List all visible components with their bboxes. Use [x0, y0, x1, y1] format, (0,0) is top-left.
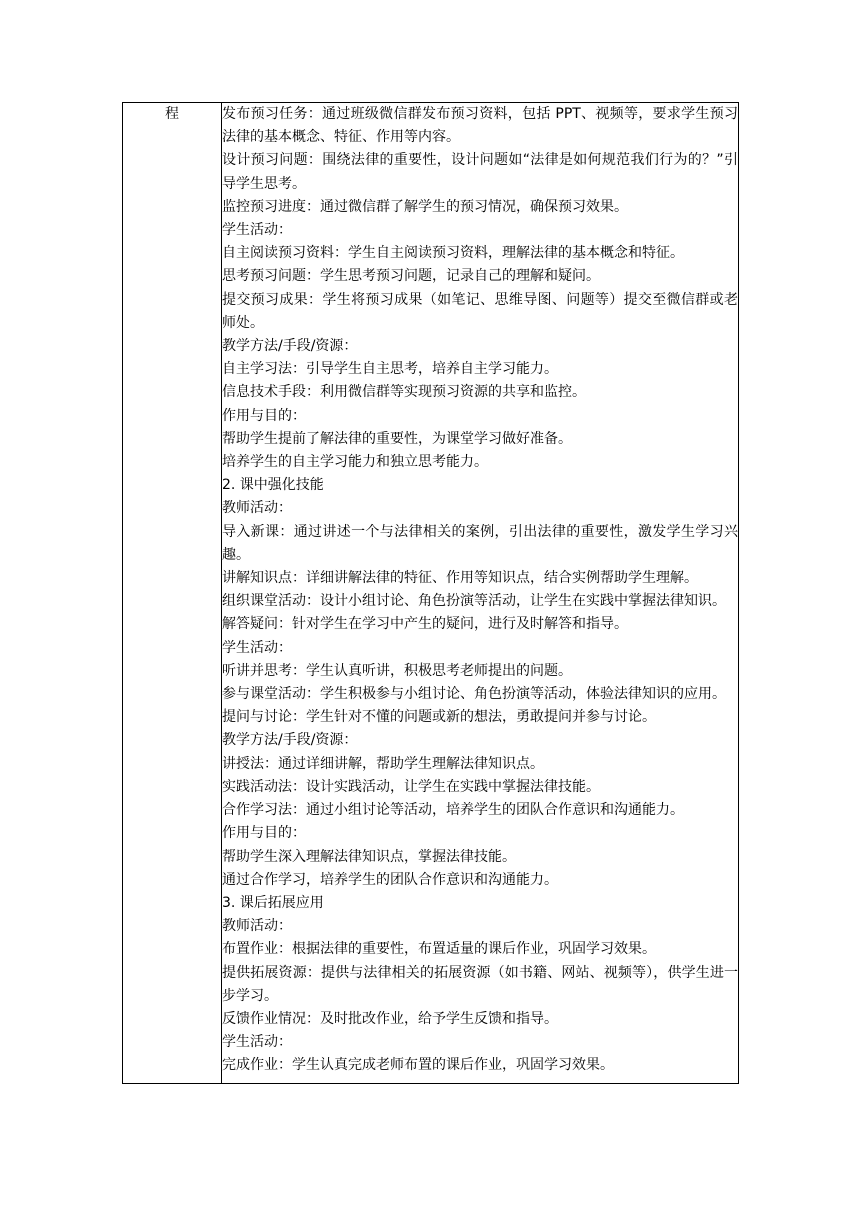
content-paragraph: 3. 课后拓展应用 [222, 894, 324, 911]
content-paragraph: 听讲并思考：学生认真听讲，积极思考老师提出的问题。 [222, 662, 572, 679]
content-paragraph: 实践活动法：设计实践活动，让学生在实践中掌握法律技能。 [222, 778, 600, 795]
content-paragraph: 帮助学生提前了解法律的重要性，为课堂学习做好准备。 [222, 430, 572, 447]
stage-label-cell [123, 103, 222, 1084]
content-paragraph: 布置作业：根据法律的重要性，布置适量的课后作业，巩固学习效果。 [222, 941, 656, 958]
content-paragraph: 发布预习任务：通过班级微信群发布预习资料，包括 PPT、视频等，要求学生预习法律的基本概念、特征、作用等内容。 [222, 106, 738, 146]
content-paragraph: 通过合作学习，培养学生的团队合作意识和沟通能力。 [222, 871, 558, 888]
lesson-plan-table [122, 102, 739, 1084]
content-cell [222, 103, 739, 1084]
content-paragraph: 培养学生的自主学习能力和独立思考能力。 [222, 454, 488, 471]
content-paragraph: 教师活动： [222, 918, 292, 935]
content-paragraph: 讲授法：通过详细讲解，帮助学生理解法律知识点。 [222, 755, 544, 772]
content-paragraph: 设计预习问题：围绕法律的重要性，设计问题如“法律是如何规范我们行为的？”引导学生思考。 [222, 152, 738, 192]
content-paragraph: 参与课堂活动：学生积极参与小组讨论、角色扮演等活动，体验法律知识的应用。 [222, 686, 726, 703]
content-paragraph: 思考预习问题：学生思考预习问题，记录自己的理解和疑问。 [222, 268, 600, 285]
content-paragraph: 自主阅读预习资料：学生自主阅读预习资料，理解法律的基本概念和特征。 [222, 245, 684, 262]
content-paragraph: 2. 课中强化技能 [222, 477, 324, 494]
content-paragraph: 监控预习进度：通过微信群了解学生的预习情况，确保预习效果。 [222, 198, 628, 215]
content-paragraph: 提问与讨论：学生针对不懂的问题或新的想法，勇敢提问并参与讨论。 [222, 709, 656, 726]
stage-label: 程 [165, 106, 179, 122]
content-paragraph: 导入新课：通过讲述一个与法律相关的案例，引出法律的重要性，激发学生学习兴趣。 [222, 523, 738, 563]
content-paragraph: 提交预习成果：学生将预习成果（如笔记、思维导图、问题等）提交至微信群或老师处。 [222, 291, 738, 331]
content-paragraph: 教学方法/手段/资源： [222, 732, 358, 749]
content-paragraph: 自主学习法：引导学生自主思考，培养自主学习能力。 [222, 361, 558, 378]
content-paragraph: 解答疑问：针对学生在学习中产生的疑问，进行及时解答和指导。 [222, 616, 628, 633]
content-paragraph: 反馈作业情况：及时批改作业，给予学生反馈和指导。 [222, 1010, 558, 1027]
content-paragraph: 学生活动： [222, 639, 292, 656]
content-paragraph: 提供拓展资源：提供与法律相关的拓展资源（如书籍、网站、视频等），供学生进一步学习。 [222, 964, 738, 1004]
content-paragraph: 学生活动： [222, 1034, 292, 1051]
content-paragraph: 作用与目的： [222, 407, 306, 424]
table-row [123, 103, 739, 1084]
content-paragraph: 学生活动： [222, 222, 292, 239]
content-paragraph: 帮助学生深入理解法律知识点，掌握法律技能。 [222, 848, 516, 865]
content-paragraph: 作用与目的： [222, 825, 306, 842]
content-paragraph: 信息技术手段：利用微信群等实现预习资源的共享和监控。 [222, 384, 586, 401]
content-paragraph: 完成作业：学生认真完成老师布置的课后作业，巩固学习效果。 [222, 1057, 614, 1074]
content-paragraph: 教师活动： [222, 500, 292, 517]
content-lines [222, 103, 738, 1078]
content-paragraph: 教学方法/手段/资源： [222, 338, 358, 355]
content-paragraph: 组织课堂活动：设计小组讨论、角色扮演等活动，让学生在实践中掌握法律知识。 [222, 593, 726, 610]
content-paragraph: 合作学习法：通过小组讨论等活动，培养学生的团队合作意识和沟通能力。 [222, 802, 684, 819]
content-paragraph: 讲解知识点：详细讲解法律的特征、作用等知识点，结合实例帮助学生理解。 [222, 570, 698, 587]
